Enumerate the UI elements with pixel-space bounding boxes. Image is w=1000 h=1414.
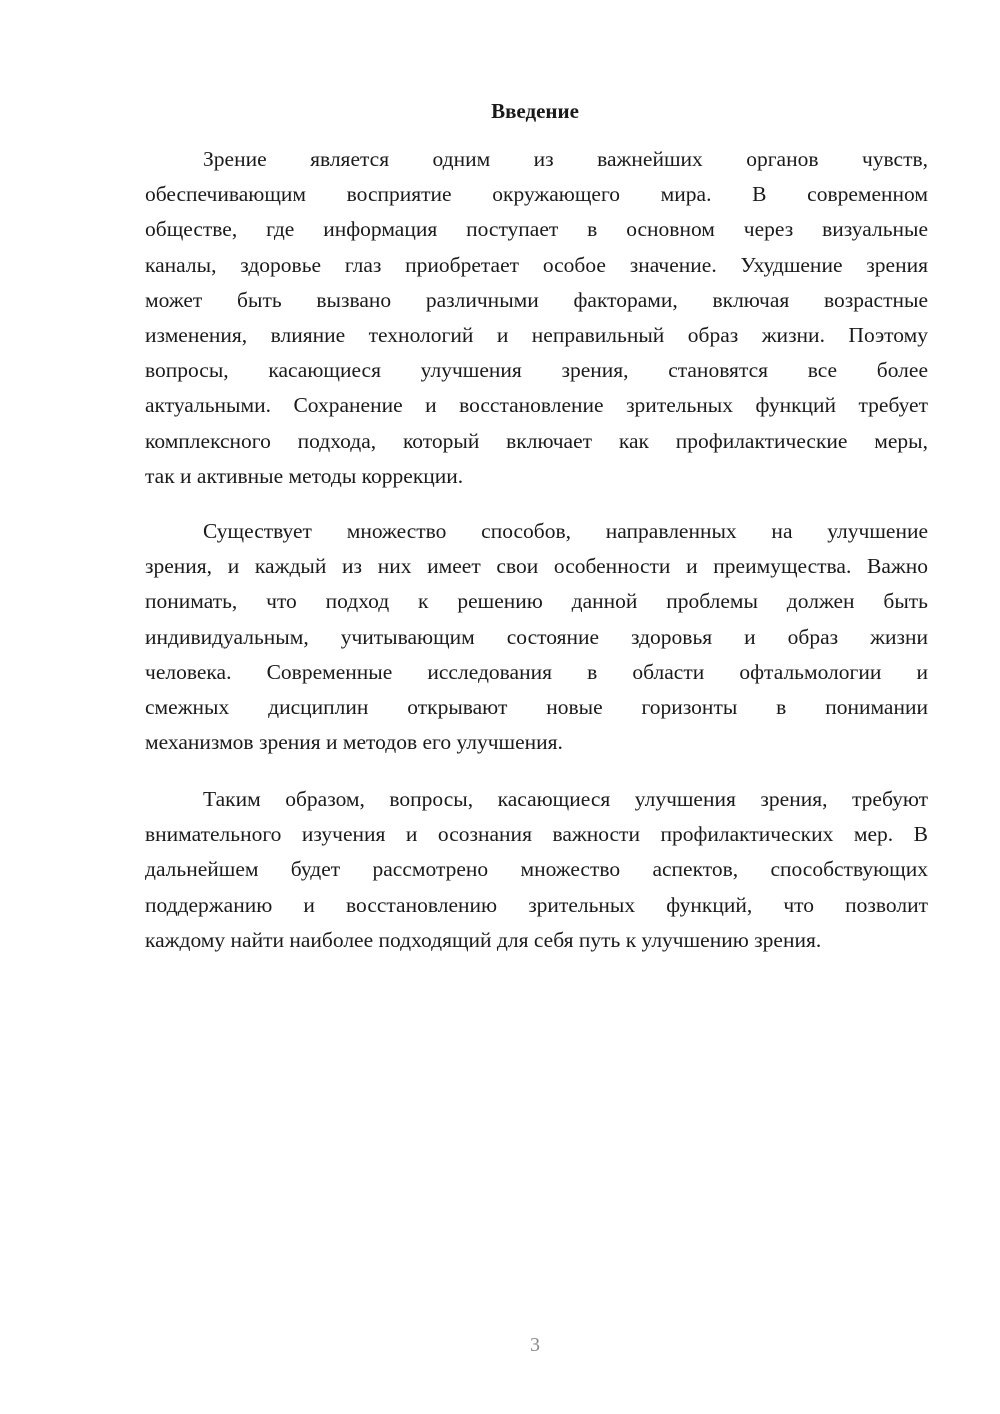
paragraph	[145, 142, 928, 494]
text-line: человека. Современные исследования в области офтальмологии и	[145, 659, 928, 684]
text-line: изменения, влияние технологий и неправильный образ жизни. Поэтому	[145, 322, 928, 347]
section-heading: Введение	[491, 99, 579, 123]
text-line: механизмов зрения и методов его улучшения.	[145, 730, 563, 755]
text-line: может быть вызвано различными факторами, включая возрастные	[145, 287, 928, 312]
text-line: актуальными. Сохранение и восстановление зрительных функций требует	[145, 393, 928, 418]
text-line: зрения, и каждый из них имеет свои особенности и преимущества. Важно	[145, 554, 928, 579]
page-number: 3	[530, 1334, 540, 1356]
paragraph	[145, 514, 928, 760]
text-line: Таким образом, вопросы, касающиеся улучшения зрения, требуют	[203, 787, 928, 811]
text-line: комплексного подхода, который включает как профилактические меры,	[145, 428, 928, 453]
text-line: обществе, где информация поступает в основном через визуальные	[145, 217, 928, 242]
text-line: внимательного изучения и осознания важности профилактических мер. В	[145, 822, 928, 847]
text-line: дальнейшем будет рассмотрено множество аспектов, способствующих	[145, 857, 928, 882]
text-line: каналы, здоровье глаз приобретает особое значение. Ухудшение зрения	[145, 252, 928, 277]
text-line: поддержанию и восстановлению зрительных функций, что позволит	[145, 892, 928, 917]
text-line: вопросы, касающиеся улучшения зрения, становятся все более	[145, 358, 928, 383]
text-line: индивидуальным, учитывающим состояние здоровья и образ жизни	[145, 624, 928, 649]
paragraph	[145, 782, 928, 958]
text-line: понимать, что подход к решению данной проблемы должен быть	[145, 589, 928, 614]
text-line: Существует множество способов, направленных на улучшение	[203, 519, 928, 543]
text-line: смежных дисциплин открывают новые горизонты в понимании	[145, 694, 928, 719]
text-line: Зрение является одним из важнейших органов чувств,	[203, 147, 928, 171]
text-line: каждому найти наиболее подходящий для себя путь к улучшению зрения.	[145, 927, 822, 952]
text-line: так и активные методы коррекции.	[145, 463, 464, 488]
text-line: обеспечивающим восприятие окружающего мира. В современном	[145, 182, 928, 207]
